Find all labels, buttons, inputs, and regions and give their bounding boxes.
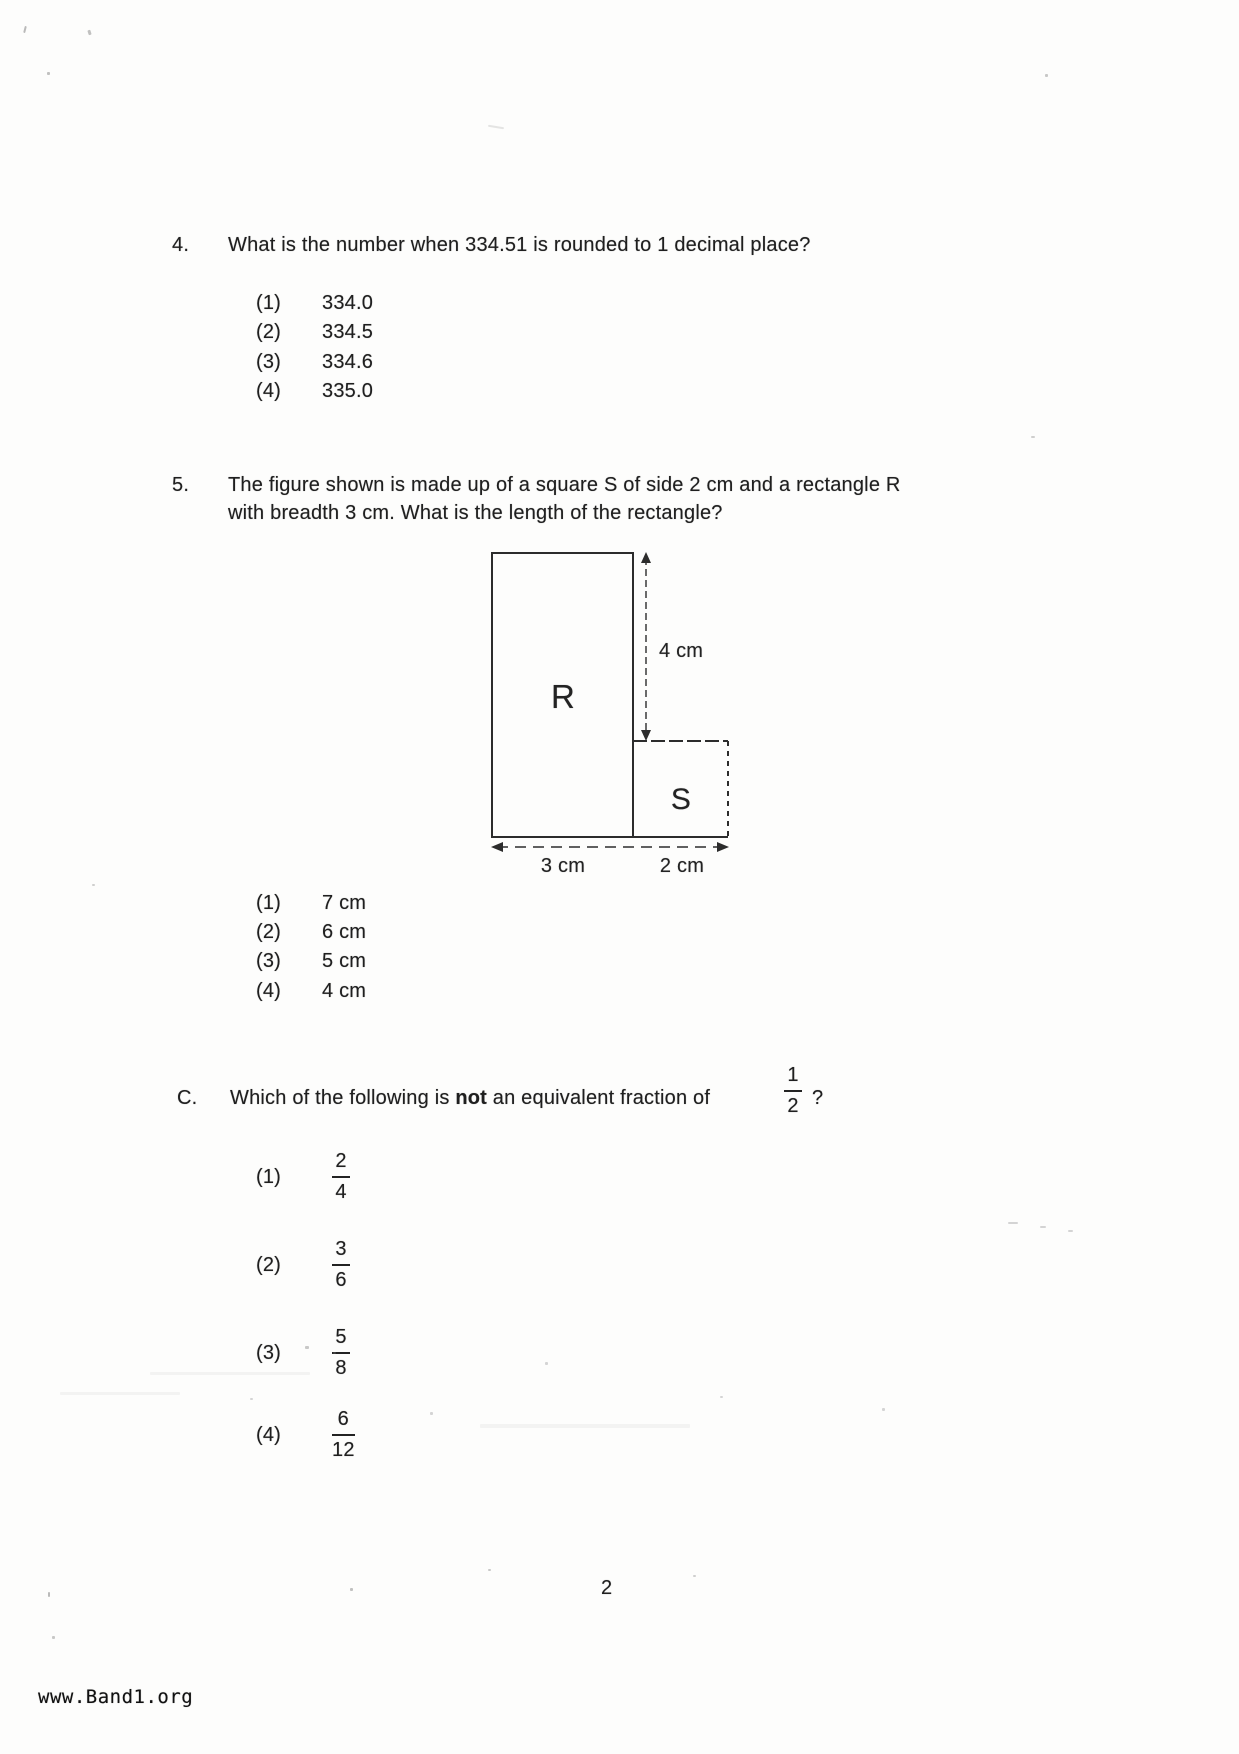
- noise-speck: [1031, 436, 1035, 438]
- horizontal-dim-left-label: 3 cm: [540, 855, 586, 877]
- noise-speck: [250, 1398, 253, 1400]
- noise-speck: [1040, 1226, 1046, 1228]
- fraction-denominator: 4: [335, 1181, 347, 1203]
- vertical-dim-label: 4 cm: [659, 640, 704, 662]
- option-value: 334.0: [322, 292, 374, 314]
- noise-speck: [1045, 74, 1048, 77]
- question-6-number: C.: [177, 1087, 198, 1109]
- question-5-option-3: [256, 950, 366, 972]
- noise-speck: [693, 1575, 696, 1577]
- fraction-denominator: 2: [787, 1095, 799, 1117]
- question-5-option-4: [256, 980, 366, 1002]
- noise-speck: [488, 125, 504, 129]
- question-4-option-1: [256, 292, 373, 314]
- question-4-number: 4.: [172, 234, 190, 256]
- noise-speck: [488, 1569, 491, 1571]
- question-5-option-2: [256, 921, 366, 943]
- fraction-denominator: 12: [332, 1439, 355, 1461]
- option-fraction: [330, 1238, 352, 1292]
- option-marker: (2): [256, 1253, 282, 1276]
- noise-speck: [305, 1346, 309, 1349]
- footer-url: www.Band1.org: [38, 1686, 194, 1708]
- square-S-label: S: [670, 783, 692, 816]
- rectangle-R-label: R: [550, 678, 576, 715]
- option-marker: (4): [256, 980, 282, 1002]
- option-marker: (1): [256, 1165, 282, 1188]
- question-6-option-1: [256, 1150, 352, 1204]
- noise-speck: [1008, 1222, 1018, 1224]
- noise-speck: [52, 1636, 55, 1639]
- fraction-numerator: 5: [335, 1326, 347, 1348]
- noise-smudge: [150, 1372, 310, 1375]
- option-fraction: [330, 1408, 357, 1462]
- fraction-denominator: 8: [335, 1357, 347, 1379]
- noise-speck: [87, 30, 91, 36]
- fraction-numerator: 1: [787, 1064, 799, 1086]
- fraction-numerator: 3: [335, 1238, 347, 1260]
- arrowhead-left-icon: [491, 842, 503, 852]
- option-value: 334.5: [322, 321, 374, 343]
- fraction-bar: [332, 1176, 350, 1178]
- question-4-option-3: [256, 351, 373, 373]
- question-4-option-2: [256, 321, 373, 343]
- question-5-number: 5.: [172, 474, 190, 496]
- q5-geometry-figure: [440, 540, 770, 885]
- option-marker: (4): [256, 1423, 282, 1446]
- option-value: 5 cm: [322, 950, 367, 972]
- question-6-option-4: [256, 1408, 357, 1462]
- question-5-text-line2: with breadth 3 cm. What is the length of the rectangle?: [228, 502, 723, 524]
- question-6-question-mark: ?: [812, 1087, 824, 1109]
- question-4-text: What is the number when 334.51 is rounded to 1 decimal place?: [228, 234, 811, 256]
- noise-speck: [47, 72, 50, 75]
- option-fraction: [330, 1150, 352, 1204]
- option-value: 334.6: [322, 351, 374, 373]
- arrowhead-down-icon: [641, 730, 651, 741]
- fraction-numerator: 6: [337, 1408, 349, 1430]
- noise-speck: [48, 1592, 50, 1597]
- question-6-text: [230, 1086, 710, 1110]
- fraction-numerator: 2: [335, 1150, 347, 1172]
- option-marker: (1): [256, 892, 282, 914]
- option-marker: (3): [256, 351, 282, 373]
- option-marker: (3): [256, 1341, 282, 1364]
- option-value: 7 cm: [322, 892, 367, 914]
- fraction-bar: [784, 1090, 802, 1092]
- fraction-bar: [332, 1264, 350, 1266]
- fraction-bar: [332, 1434, 355, 1436]
- option-value: 6 cm: [322, 921, 367, 943]
- option-marker: (2): [256, 921, 282, 943]
- question-6-option-2: [256, 1238, 352, 1292]
- question-6-fraction: [782, 1064, 804, 1118]
- horizontal-dim-right-label: 2 cm: [659, 855, 705, 877]
- noise-speck: [350, 1588, 353, 1591]
- option-marker: (3): [256, 950, 282, 972]
- noise-smudge: [60, 1392, 180, 1395]
- option-marker: (2): [256, 321, 282, 343]
- question-5-option-1: [256, 892, 366, 914]
- option-value: 335.0: [322, 380, 374, 402]
- noise-speck: [1068, 1230, 1073, 1232]
- fraction-denominator: 6: [335, 1269, 347, 1291]
- question-5-text-line1: The figure shown is made up of a square S of side 2 cm and a rectangle R: [228, 474, 901, 496]
- option-marker: (1): [256, 292, 282, 314]
- question-4-option-4: [256, 380, 373, 402]
- arrowhead-up-icon: [641, 552, 651, 563]
- option-value: 4 cm: [322, 980, 367, 1002]
- noise-speck: [92, 884, 95, 886]
- noise-speck: [882, 1408, 885, 1411]
- noise-smudge: [480, 1424, 690, 1428]
- option-marker: (4): [256, 380, 282, 402]
- arrowhead-right-icon: [717, 842, 729, 852]
- noise-speck: [333, 1352, 336, 1354]
- noise-speck: [23, 26, 27, 33]
- question-6-text-before: Which of the following is: [230, 1087, 456, 1109]
- question-6-text-after: an equivalent fraction of: [487, 1087, 711, 1109]
- question-6-text-not: not: [455, 1087, 488, 1109]
- noise-speck: [720, 1396, 723, 1398]
- noise-speck: [545, 1362, 548, 1365]
- page-number: 2: [601, 1577, 613, 1599]
- noise-speck: [430, 1412, 433, 1415]
